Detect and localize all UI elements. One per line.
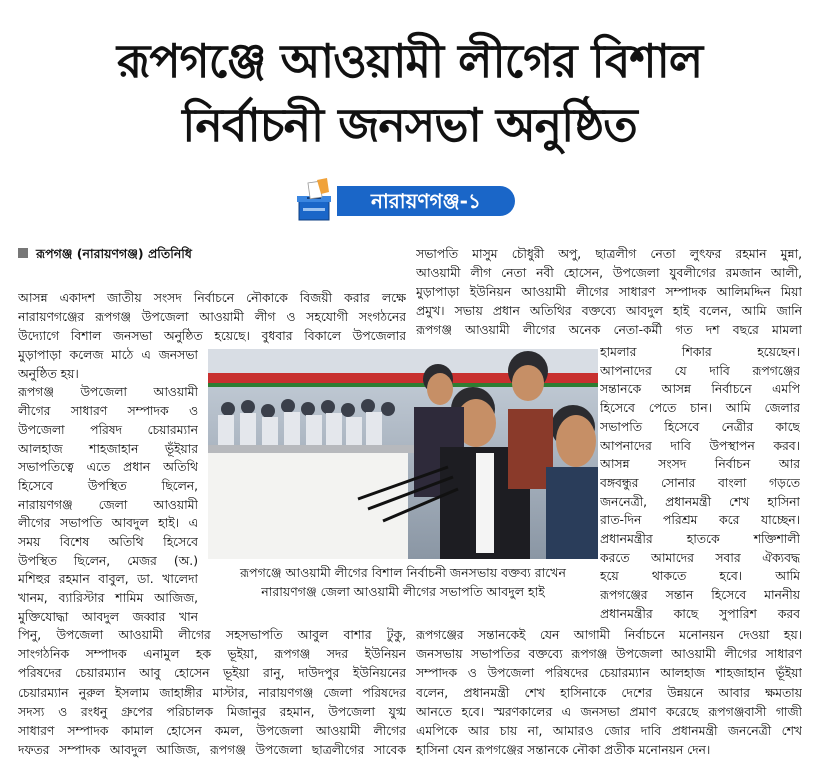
article-text-line: মুড়াপাড়া ইউনিয়ন আওয়ামী লীগের সাধারণ সম্পাদক আলিমদ্দিন মিয়া [416, 285, 802, 299]
article-text-line: পরিষদের চেয়ারম্যান আবু হোসেন ভূইয়া রানু, দাউদপুর ইউনিয়নের [18, 666, 406, 681]
article-text-line: মশিহুর রহমান বাবুল, ডা. খালেদা [18, 572, 198, 587]
article-text-line: প্রধানমন্ত্রীর হাতকে শক্তিশালী [600, 532, 800, 546]
article-text-line: হয়ে থাকতে হবে। আমি [600, 569, 800, 584]
article-text-line: আসন্ন সংসদ নির্বাচন আর [600, 457, 800, 472]
article-text-line: রূপগঞ্জ উপজেলা আওয়ামী [18, 385, 198, 400]
headline-line-2: নির্বাচনী জনসভা অনুষ্ঠিত [182, 98, 637, 152]
article-text-line: মুড়াপাড়া কলেজ মাঠে এ জনসভা [18, 348, 198, 362]
article-text-line: আপনাদের যে দাবি রূপগঞ্জের [600, 363, 800, 378]
byline-square-icon [18, 248, 28, 258]
article-text-line: লীগের সভাপতি আবদুল হাই। এ [18, 516, 198, 531]
article-text-line: হিসেবে উপস্থিত ছিলেন, [18, 478, 198, 493]
article-text-line: উপস্থিত ছিলেন, মেজর (অ.) [18, 553, 198, 568]
article-text-line: নারায়ণগঞ্জের রূপগঞ্জ উপজেলা আওয়ামী লীগ ও সহযোগী সংগঠনের [18, 310, 406, 324]
article-text-line: জনসভায় সভাপতির বক্তব্যে রূপগঞ্জ উপজেলা আওয়ামী লীগের সাধারণ [416, 647, 802, 662]
article-text-line: রূপগঞ্জের সন্তানকেই যেন আগামী নির্বাচনে মনোনয়ন দেওয়া হয়। [416, 628, 802, 642]
article-text-line: সন্তানকে আসন্ন নির্বাচনে এমপি [600, 382, 800, 397]
ballot-box-icon [293, 178, 339, 222]
photo-caption-line-2: নারায়ণগঞ্জ জেলা আওয়ামী লীগের সভাপতি আবদুল হাই [261, 584, 545, 599]
article-text-line: সভাপতি হিসেবে নেত্রীর কাছে [600, 419, 800, 434]
article-text-line: সময় বিশেষ অতিথি হিসেবে [18, 535, 198, 549]
article-text-line: দফতর সম্পাদক আবদুল আজিজ, রূপগঞ্জ উপজেলা ছাত্রলীগের সাবেক [18, 743, 406, 758]
article-text-line: পিনু, উপজেলা আওয়ামী লীগের সহসভাপতি আবুল বাশার টুকু, [18, 628, 406, 642]
article-text-line: নারায়ণগঞ্জ জেলা আওয়ামী [18, 497, 198, 512]
article-text-line: আলহাজ শাহজাহান ভূঁইয়ার [18, 441, 198, 456]
article-text-line: সভাপতি মাসুম চৌধুরী অপু, ছাত্রলীগ নেতা লুৎফর রহমান মুন্না, [416, 247, 802, 261]
article-text-line: সদস্য ও রংধনু গ্রুপের পরিচালক মিজানুর রহমান, উপজেলা যুগ্ম [18, 704, 406, 719]
article-text-line: উপজেলা পরিষদ চেয়ারম্যান [18, 422, 198, 437]
article-text-line: হামলার শিকার হয়েছেন। [600, 345, 800, 359]
article-text-line: খানম, ব্যারিস্টার শামিম আজিজ, [18, 591, 198, 606]
article-text-line: জননেত্রী, প্রধানমন্ত্রী শেখ হাসিনা [600, 494, 800, 509]
headline-line-1: রূপগঞ্জে আওয়ামী লীগের বিশাল [116, 34, 703, 88]
article-text-line: হিসেবে পেতে চান। আমি জেলার [600, 401, 800, 416]
article-text-line: বঙ্গবন্ধুর সোনার বাংলা গড়তে [600, 475, 800, 490]
article-text-line: করতে আমাদের সবার ঐক্যবদ্ধ [600, 550, 800, 565]
article-text-line: এমপিকে আর চায় না, আমারও জোর দাবি প্রধানমন্ত্রী জননেত্রী শেখ [416, 724, 802, 738]
constituency-tag [293, 178, 518, 222]
article-text-line: অনুষ্ঠিত হয়। [18, 366, 79, 381]
article-text-line: সম্পাদক ও উপজেলা পরিষদের চেয়ারম্যান আলহাজ শাহজাহান ভূঁইয়া [416, 666, 802, 681]
rally-stage-photo-icon [208, 349, 598, 559]
article-text-line: চেয়ারম্যান নুরুল ইসলাম জাহাঙ্গীর মাস্টার, নারায়ণগঞ্জ জেলা পরিষদের [18, 685, 406, 700]
article-text-line: আপনাদের দাবি উপস্থাপন করব। [600, 438, 800, 453]
article-text-line: হাসিনা যেন রূপগঞ্জের সন্তানকে নৌকা প্রতীক মনোনয়ন দেন। [416, 743, 711, 758]
photo-caption-line-1: রূপগঞ্জে আওয়ামী লীগের বিশাল নির্বাচনী জনসভায় বক্তব্য রাখেন [240, 565, 566, 580]
constituency-tag-label: নারায়ণগঞ্জ-১ [337, 186, 515, 216]
byline-text: রূপগঞ্জ (নারায়ণগঞ্জ) প্রতিনিধি [36, 246, 192, 261]
article-text-line: প্রমুখ। সভায় প্রধান অতিথির বক্তব্যে আবদুল হাই বলেন, আমি জানি [416, 304, 802, 318]
rally-photo [208, 349, 598, 559]
article-text-line: রূপগঞ্জ আওয়ামী লীগের অনেক নেতা-কর্মী গত দশ বছরে মামলা [416, 323, 802, 337]
article-text-line: সভাপতিত্বে এতে প্রধান অতিথি [18, 460, 198, 475]
article-text-line: সাধারণ সম্পাদক কামাল হোসেন কমল, উপজেলা আওয়ামী লীগের [18, 724, 406, 738]
article-text-line: রূপগঞ্জের সন্তান হিসেবে মাননীয় [600, 588, 800, 603]
article-text-line: রাত-দিন পরিশ্রম করে যাচ্ছেন। [600, 513, 800, 528]
article-text-line: উদ্যোগে বিশাল জনসভা অনুষ্ঠিত হয়েছে। বুধবার বিকালে উপজেলার [18, 329, 406, 343]
article-text-line: আসন্ন একাদশ জাতীয় সংসদ নির্বাচনে নৌকাকে বিজয়ী করার লক্ষে [18, 291, 406, 305]
article-text-line: আওয়ামী লীগ নেতা নবী হোসেন, উপজেলা যুবলীগের রমজান আলী, [416, 266, 802, 280]
article-text-line: প্রধানমন্ত্রীর কাছে সুপারিশ করব [600, 606, 800, 621]
article-text-line: আনতে হবে। স্মরণকালের এ জনসভা প্রমাণ করেছে রূপগঞ্জবাসী গাজী [416, 704, 802, 719]
article-text-line: মুক্তিযোদ্ধা আবদুল জব্বার খান [18, 609, 198, 624]
article-text-line: বলেন, প্রধানমন্ত্রী শেখ হাসিনাকে দেশের উন্নয়নে আবার ক্ষমতায় [416, 685, 802, 700]
article-text-line: সাংগঠনিক সম্পাদক এনামুল হক ভূইয়া, রূপগঞ্জ সদর ইউনিয়ন [18, 647, 406, 662]
byline [18, 245, 192, 263]
article-text-line: লীগের সাধারণ সম্পাদক ও [18, 404, 198, 419]
